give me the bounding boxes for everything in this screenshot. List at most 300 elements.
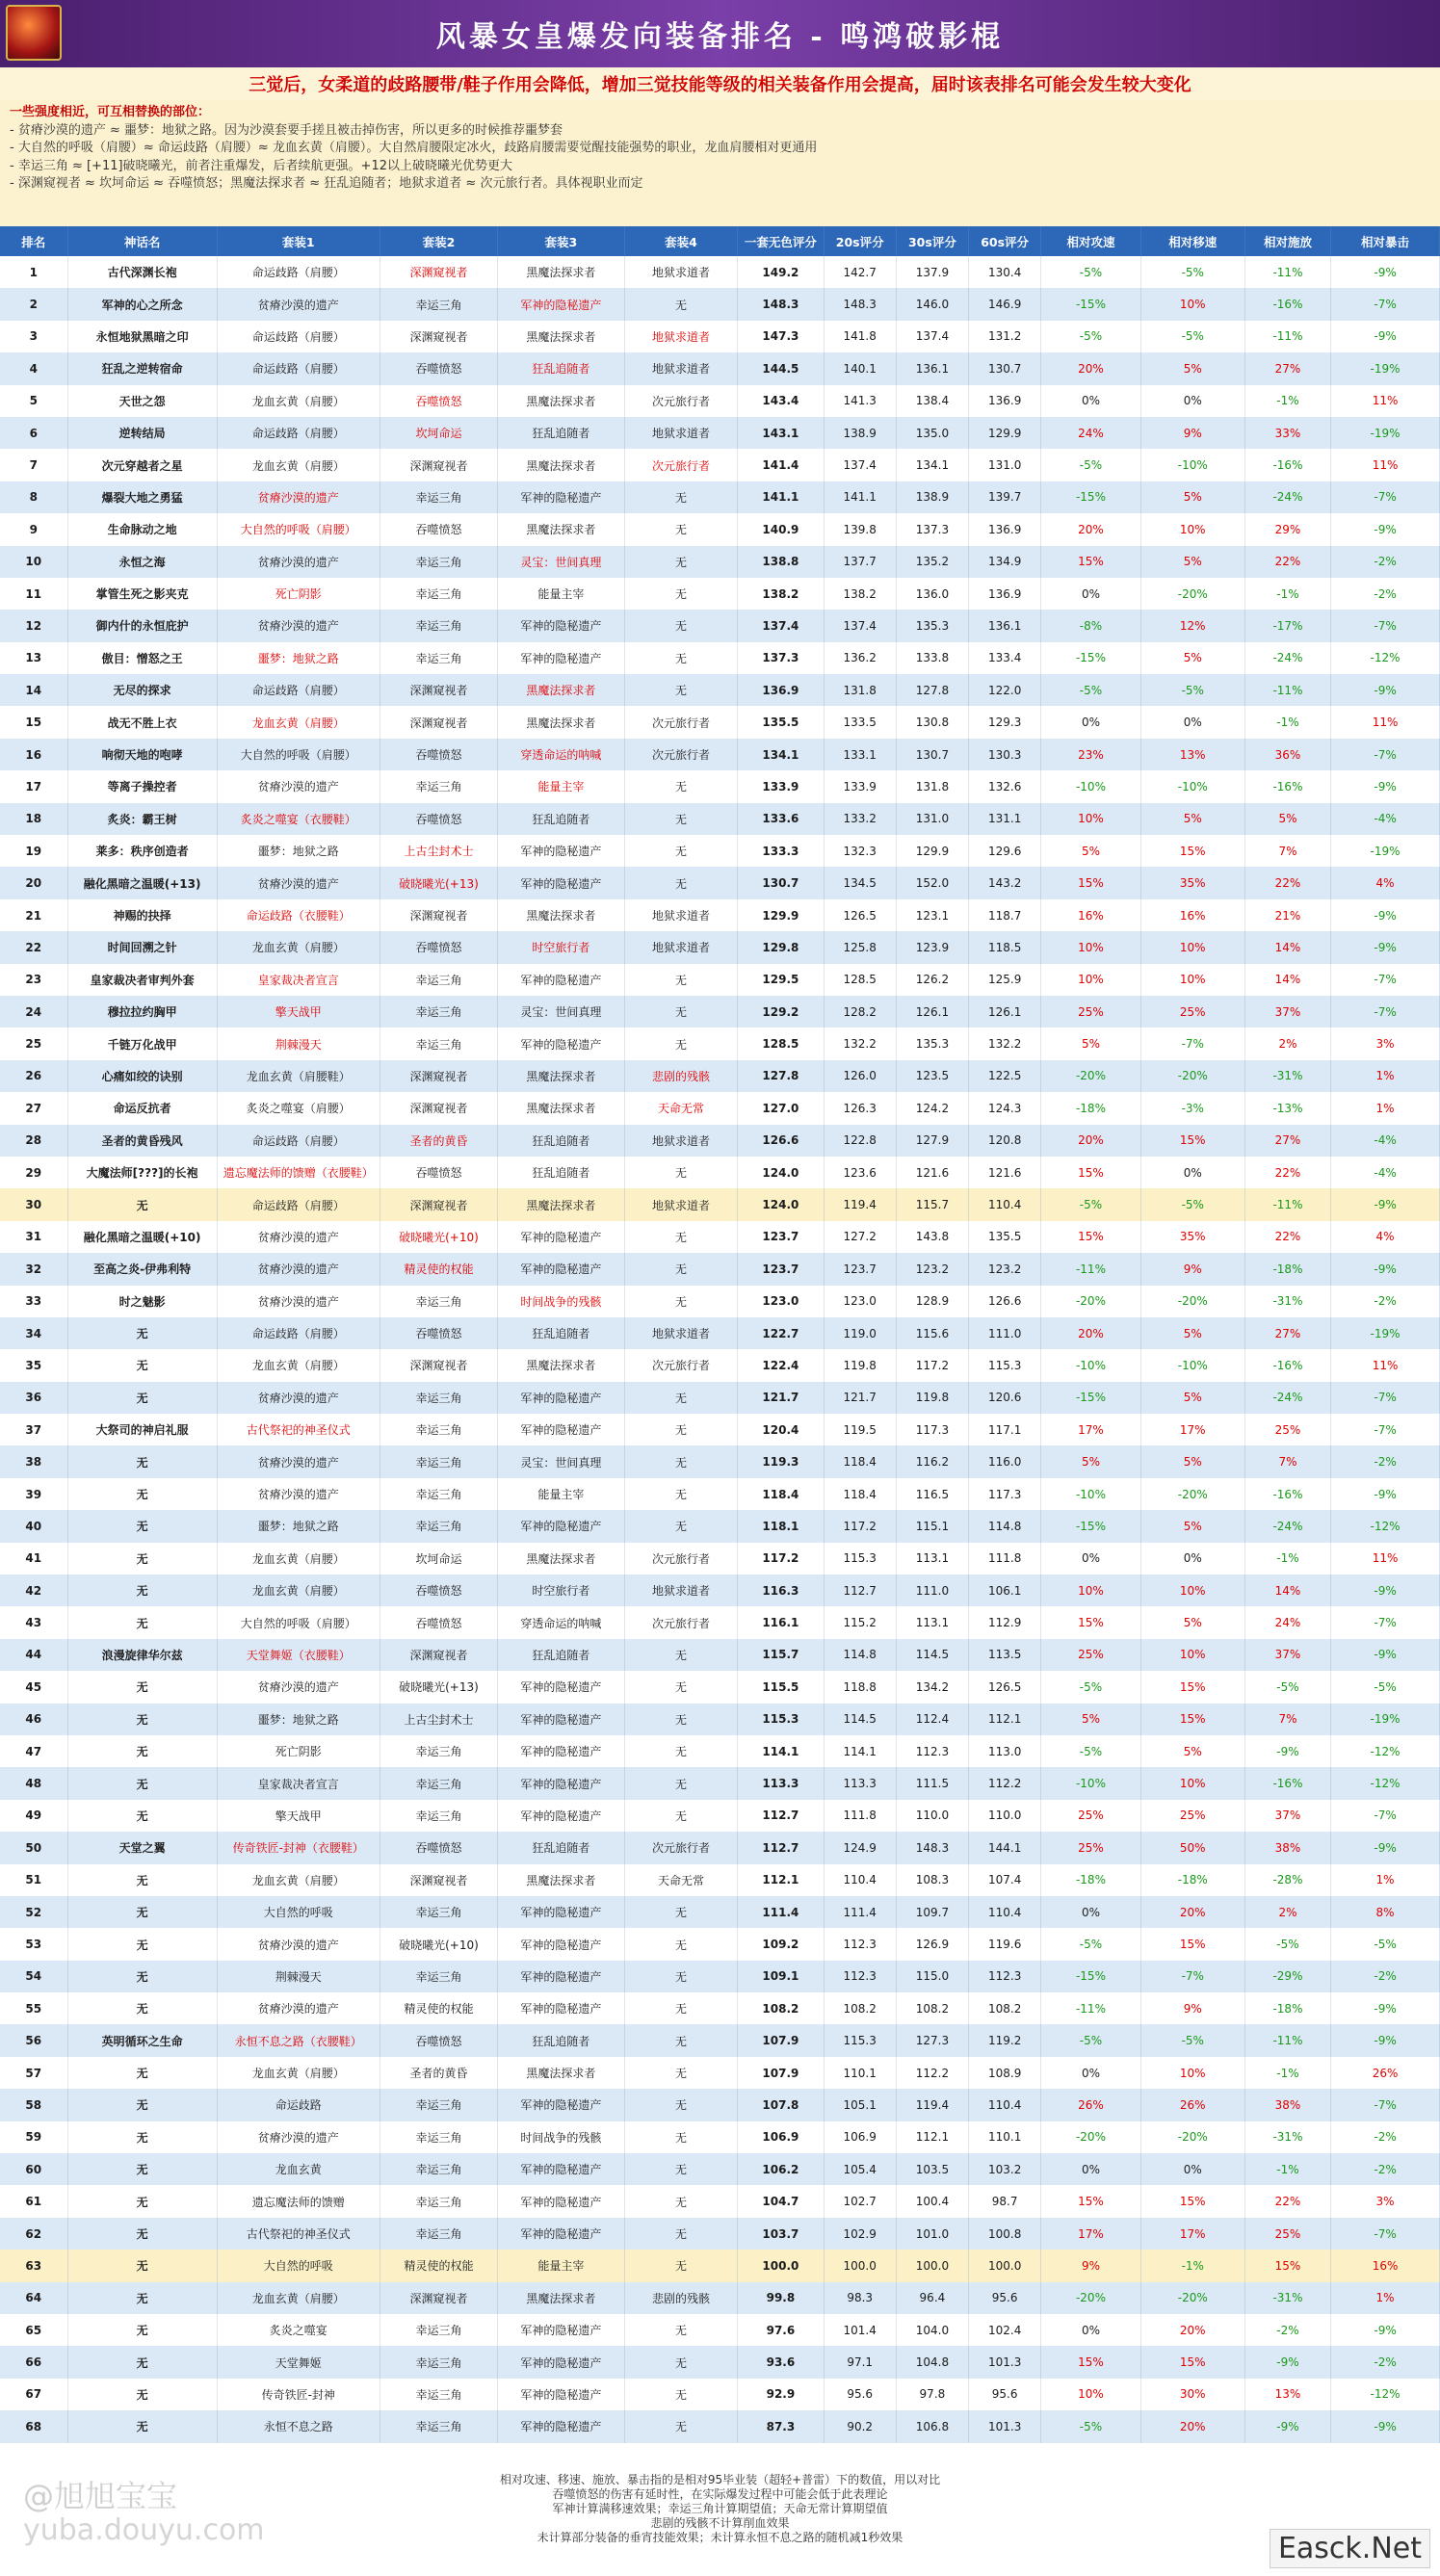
attack-speed-cell: 10%: [1041, 803, 1140, 835]
set1-cell: 大自然的呼吸: [218, 2250, 380, 2281]
move-speed-cell: 35%: [1141, 1221, 1245, 1253]
attack-speed-cell: 10%: [1041, 931, 1140, 963]
move-speed-cell: 0%: [1141, 1543, 1245, 1574]
set3-cell: 能量主宰: [498, 1478, 625, 1510]
rank-cell: 59: [0, 2121, 68, 2153]
table-row: [0, 2089, 1440, 2121]
score-20s-cell: 124.9: [825, 1832, 897, 1863]
set4-cell: 无: [625, 1896, 739, 1928]
set3-cell: 黑魔法探求者: [498, 2057, 625, 2089]
rank-cell: 56: [0, 2024, 68, 2056]
crit-cell: -12%: [1331, 642, 1440, 674]
table-row: [0, 867, 1440, 898]
total-score-cell: 104.7: [738, 2185, 824, 2217]
set1-cell: 贫瘠沙漠的遗产: [218, 1221, 380, 1253]
cast-speed-cell: -24%: [1245, 642, 1331, 674]
move-speed-cell: 5%: [1141, 546, 1245, 578]
set2-cell: 幸运三角: [380, 1896, 498, 1928]
crit-cell: -4%: [1331, 1125, 1440, 1157]
set3-cell: 军神的隐秘遗产: [498, 2218, 625, 2250]
set4-cell: 无: [625, 1478, 739, 1510]
set1-cell: 荆棘漫天: [218, 1961, 380, 1992]
table-row: [0, 1735, 1440, 1767]
table-row: [0, 1286, 1440, 1317]
set3-cell: 军神的隐秘遗产: [498, 835, 625, 867]
set1-cell: 传奇铁匠-封神: [218, 2379, 380, 2410]
total-score-cell: 129.9: [738, 899, 824, 931]
cast-speed-cell: 14%: [1245, 1574, 1331, 1606]
score-20s-cell: 141.8: [825, 321, 897, 352]
crit-cell: -2%: [1331, 1445, 1440, 1477]
move-speed-cell: 50%: [1141, 1832, 1245, 1863]
table-row: [0, 996, 1440, 1028]
score-60s-cell: 134.9: [969, 546, 1041, 578]
crit-cell: -9%: [1331, 899, 1440, 931]
crit-cell: -2%: [1331, 2153, 1440, 2185]
rank-cell: 14: [0, 674, 68, 706]
attack-speed-cell: 0%: [1041, 706, 1140, 738]
crit-cell: -2%: [1331, 2346, 1440, 2378]
rank-cell: 49: [0, 1800, 68, 1832]
set1-cell: 噩梦：地狱之路: [218, 1510, 380, 1542]
cast-speed-cell: -16%: [1245, 288, 1331, 320]
move-speed-cell: -20%: [1141, 578, 1245, 610]
set2-cell: 幸运三角: [380, 2218, 498, 2250]
set3-cell: 黑魔法探求者: [498, 1092, 625, 1124]
set3-cell: 时空旅行者: [498, 1574, 625, 1606]
set1-cell: 命运歧路（肩腰）: [218, 417, 380, 449]
move-speed-cell: 5%: [1141, 481, 1245, 513]
score-60s-cell: 112.9: [969, 1606, 1041, 1638]
set2-cell: 上古尘封术士: [380, 835, 498, 867]
cast-speed-cell: 25%: [1245, 2218, 1331, 2250]
score-30s-cell: 119.8: [897, 1382, 969, 1414]
table-row: [0, 288, 1440, 320]
set2-cell: 吞噬愤怒: [380, 1832, 498, 1863]
attack-speed-cell: 5%: [1041, 1704, 1140, 1735]
move-speed-cell: 16%: [1141, 899, 1245, 931]
table-row: [0, 1671, 1440, 1703]
footer-line: 悲剧的残骸不计算削血效果: [650, 2516, 790, 2530]
move-speed-cell: -5%: [1141, 321, 1245, 352]
set4-cell: 无: [625, 1157, 739, 1188]
attack-speed-cell: -20%: [1041, 1286, 1140, 1317]
cast-speed-cell: -11%: [1245, 321, 1331, 352]
set1-cell: 龙血玄黄（肩腰）: [218, 449, 380, 481]
set3-cell: 军神的隐秘遗产: [498, 2089, 625, 2121]
mythic-cell: 无: [68, 2282, 218, 2314]
set1-cell: 噩梦：地狱之路: [218, 642, 380, 674]
crit-cell: -7%: [1331, 996, 1440, 1028]
score-60s-cell: 101.3: [969, 2346, 1041, 2378]
score-30s-cell: 100.4: [897, 2185, 969, 2217]
set1-cell: 死亡阴影: [218, 578, 380, 610]
cast-speed-cell: 2%: [1245, 1896, 1331, 1928]
score-20s-cell: 98.3: [825, 2282, 897, 2314]
set4-cell: 无: [625, 1382, 739, 1414]
total-score-cell: 108.2: [738, 1992, 824, 2024]
move-speed-cell: -20%: [1141, 1286, 1245, 1317]
attack-speed-cell: 15%: [1041, 1221, 1140, 1253]
table-row: [0, 1896, 1440, 1928]
attack-speed-cell: 15%: [1041, 867, 1140, 898]
set4-cell: 无: [625, 642, 739, 674]
mythic-cell: 无: [68, 2250, 218, 2281]
score-30s-cell: 135.0: [897, 417, 969, 449]
set3-cell: 能量主宰: [498, 2250, 625, 2281]
table-row: [0, 1832, 1440, 1863]
set3-cell: 军神的隐秘遗产: [498, 1961, 625, 1992]
mythic-cell: 无: [68, 1896, 218, 1928]
score-20s-cell: 121.7: [825, 1382, 897, 1414]
set1-cell: 贫瘠沙漠的遗产: [218, 481, 380, 513]
col-header: 相对暴击: [1331, 226, 1440, 256]
total-score-cell: 130.7: [738, 867, 824, 898]
rank-cell: 32: [0, 1253, 68, 1285]
cast-speed-cell: -24%: [1245, 1510, 1331, 1542]
cast-speed-cell: 24%: [1245, 1606, 1331, 1638]
rank-cell: 63: [0, 2250, 68, 2281]
cast-speed-cell: -16%: [1245, 1767, 1331, 1799]
set2-cell: 幸运三角: [380, 964, 498, 996]
move-speed-cell: 0%: [1141, 385, 1245, 417]
set3-cell: 黑魔法探求者: [498, 256, 625, 288]
total-score-cell: 144.5: [738, 352, 824, 384]
rank-cell: 9: [0, 513, 68, 545]
attack-speed-cell: 20%: [1041, 352, 1140, 384]
set4-cell: 无: [625, 1639, 739, 1671]
total-score-cell: 148.3: [738, 288, 824, 320]
set3-cell: 军神的隐秘遗产: [498, 1671, 625, 1703]
set3-cell: 狂乱追随者: [498, 1125, 625, 1157]
score-20s-cell: 108.2: [825, 1992, 897, 2024]
attack-speed-cell: -5%: [1041, 2410, 1140, 2442]
total-score-cell: 107.9: [738, 2024, 824, 2056]
total-score-cell: 129.5: [738, 964, 824, 996]
table-row: [0, 931, 1440, 963]
score-60s-cell: 132.6: [969, 770, 1041, 802]
table-row: [0, 1060, 1440, 1092]
footer-line: 吞噬愤怒的伤害有延时性，在实际爆发过程中可能会低于此表理论: [552, 2487, 888, 2501]
score-30s-cell: 138.4: [897, 385, 969, 417]
cast-speed-cell: -24%: [1245, 1382, 1331, 1414]
col-header: 套装1: [218, 226, 380, 256]
table-row: [0, 1125, 1440, 1157]
total-score-cell: 136.9: [738, 674, 824, 706]
score-30s-cell: 143.8: [897, 1221, 969, 1253]
set1-cell: 贫瘠沙漠的遗产: [218, 770, 380, 802]
crit-cell: -2%: [1331, 578, 1440, 610]
set2-cell: 幸运三角: [380, 1767, 498, 1799]
rank-cell: 35: [0, 1349, 68, 1381]
mythic-cell: 无: [68, 2346, 218, 2378]
total-score-cell: 141.1: [738, 481, 824, 513]
set2-cell: 吞噬愤怒: [380, 2024, 498, 2056]
score-20s-cell: 119.4: [825, 1188, 897, 1220]
rank-cell: 24: [0, 996, 68, 1028]
cast-speed-cell: 27%: [1245, 1125, 1331, 1157]
score-20s-cell: 138.2: [825, 578, 897, 610]
cast-speed-cell: -31%: [1245, 1286, 1331, 1317]
move-speed-cell: -10%: [1141, 1349, 1245, 1381]
crit-cell: -4%: [1331, 803, 1440, 835]
set4-cell: 无: [625, 2089, 739, 2121]
score-30s-cell: 135.3: [897, 610, 969, 641]
score-30s-cell: 109.7: [897, 1896, 969, 1928]
crit-cell: -2%: [1331, 2121, 1440, 2153]
set3-cell: 军神的隐秘遗产: [498, 1735, 625, 1767]
mythic-cell: 爆裂大地之勇猛: [68, 481, 218, 513]
table-row: [0, 2379, 1440, 2410]
mythic-cell: 无: [68, 1543, 218, 1574]
score-30s-cell: 126.1: [897, 996, 969, 1028]
table-row: [0, 835, 1440, 867]
score-60s-cell: 115.3: [969, 1349, 1041, 1381]
move-speed-cell: -20%: [1141, 2121, 1245, 2153]
crit-cell: -19%: [1331, 835, 1440, 867]
set4-cell: 地狱求道者: [625, 899, 739, 931]
note-line: - 幸运三角 ≈ [+11]破晓曦光，前者注重爆发，后者续航更强。+12以上破晓曦光优势更大: [10, 158, 512, 173]
score-30s-cell: 131.8: [897, 770, 969, 802]
score-60s-cell: 123.2: [969, 1253, 1041, 1285]
set2-cell: 深渊窥视者: [380, 706, 498, 738]
table-row: [0, 1574, 1440, 1606]
rank-cell: 40: [0, 1510, 68, 1542]
set1-cell: 贫瘠沙漠的遗产: [218, 546, 380, 578]
move-speed-cell: 15%: [1141, 835, 1245, 867]
score-20s-cell: 133.2: [825, 803, 897, 835]
cast-speed-cell: -16%: [1245, 770, 1331, 802]
rank-cell: 10: [0, 546, 68, 578]
set1-cell: 命运歧路（肩腰）: [218, 1125, 380, 1157]
crit-cell: -2%: [1331, 1286, 1440, 1317]
set3-cell: 黑魔法探求者: [498, 513, 625, 545]
set3-cell: 黑魔法探求者: [498, 674, 625, 706]
set2-cell: 幸运三角: [380, 2346, 498, 2378]
attack-speed-cell: 15%: [1041, 2346, 1140, 2378]
col-header: 相对移速: [1141, 226, 1245, 256]
score-30s-cell: 130.8: [897, 706, 969, 738]
score-60s-cell: 131.1: [969, 803, 1041, 835]
rank-cell: 28: [0, 1125, 68, 1157]
cast-speed-cell: -5%: [1245, 1671, 1331, 1703]
mythic-cell: 无: [68, 1767, 218, 1799]
score-20s-cell: 114.5: [825, 1704, 897, 1735]
col-header: 套装3: [498, 226, 625, 256]
crit-cell: 11%: [1331, 706, 1440, 738]
set4-cell: 无: [625, 1800, 739, 1832]
crit-cell: -19%: [1331, 352, 1440, 384]
move-speed-cell: 5%: [1141, 352, 1245, 384]
score-60s-cell: 120.8: [969, 1125, 1041, 1157]
total-score-cell: 120.4: [738, 1414, 824, 1445]
total-score-cell: 111.4: [738, 1896, 824, 1928]
table-row: [0, 1800, 1440, 1832]
set2-cell: 幸运三角: [380, 770, 498, 802]
score-60s-cell: 130.4: [969, 256, 1041, 288]
set1-cell: 炙炎之噬宴（衣腰鞋）: [218, 803, 380, 835]
crit-cell: -7%: [1331, 481, 1440, 513]
score-20s-cell: 114.8: [825, 1639, 897, 1671]
table-row: [0, 803, 1440, 835]
set1-cell: 古代祭祀的神圣仪式: [218, 2218, 380, 2250]
move-speed-cell: -20%: [1141, 2282, 1245, 2314]
score-60s-cell: 100.8: [969, 2218, 1041, 2250]
score-30s-cell: 114.5: [897, 1639, 969, 1671]
attack-speed-cell: -5%: [1041, 1671, 1140, 1703]
total-score-cell: 117.2: [738, 1543, 824, 1574]
attack-speed-cell: -20%: [1041, 2282, 1140, 2314]
table-row: [0, 1382, 1440, 1414]
set4-cell: 无: [625, 1767, 739, 1799]
rank-cell: 38: [0, 1445, 68, 1477]
table-row: [0, 674, 1440, 706]
attack-speed-cell: -5%: [1041, 449, 1140, 481]
set2-cell: 坎坷命运: [380, 417, 498, 449]
set4-cell: 悲剧的残骸: [625, 1060, 739, 1092]
table-row: [0, 610, 1440, 641]
attack-speed-cell: -15%: [1041, 288, 1140, 320]
score-30s-cell: 135.3: [897, 1028, 969, 1059]
move-speed-cell: 17%: [1141, 1414, 1245, 1445]
score-30s-cell: 113.1: [897, 1543, 969, 1574]
cast-speed-cell: 22%: [1245, 2185, 1331, 2217]
score-30s-cell: 103.5: [897, 2153, 969, 2185]
attack-speed-cell: -20%: [1041, 2121, 1140, 2153]
cast-speed-cell: 36%: [1245, 739, 1331, 770]
mythic-cell: 无: [68, 1510, 218, 1542]
table-row: [0, 739, 1440, 770]
set4-cell: 无: [625, 2218, 739, 2250]
mythic-cell: 无: [68, 1317, 218, 1349]
set2-cell: 深渊窥视者: [380, 449, 498, 481]
set2-cell: 幸运三角: [380, 288, 498, 320]
score-60s-cell: 126.1: [969, 996, 1041, 1028]
mythic-cell: 天世之怨: [68, 385, 218, 417]
set3-cell: 黑魔法探求者: [498, 1543, 625, 1574]
score-60s-cell: 113.0: [969, 1735, 1041, 1767]
col-header: 30s评分: [897, 226, 969, 256]
score-20s-cell: 122.8: [825, 1125, 897, 1157]
rank-cell: 33: [0, 1286, 68, 1317]
set1-cell: 贫瘠沙漠的遗产: [218, 1928, 380, 1960]
set4-cell: 无: [625, 578, 739, 610]
cast-speed-cell: -9%: [1245, 1735, 1331, 1767]
set3-cell: 军神的隐秘遗产: [498, 2185, 625, 2217]
crit-cell: -19%: [1331, 1704, 1440, 1735]
set4-cell: 次元旅行者: [625, 1543, 739, 1574]
score-20s-cell: 125.8: [825, 931, 897, 963]
set1-cell: 传奇铁匠-封神（衣腰鞋）: [218, 1832, 380, 1863]
set4-cell: 次元旅行者: [625, 449, 739, 481]
set1-cell: 大自然的呼吸（肩腰）: [218, 513, 380, 545]
attack-speed-cell: 17%: [1041, 2218, 1140, 2250]
score-20s-cell: 119.8: [825, 1349, 897, 1381]
set1-cell: 龙血玄黄（肩腰）: [218, 1574, 380, 1606]
score-20s-cell: 137.4: [825, 610, 897, 641]
total-score-cell: 112.7: [738, 1800, 824, 1832]
mythic-cell: 浪漫旋律华尔兹: [68, 1639, 218, 1671]
set2-cell: 破晓曦光(+10): [380, 1928, 498, 1960]
attack-speed-cell: 20%: [1041, 1317, 1140, 1349]
set2-cell: 幸运三角: [380, 2153, 498, 2185]
score-60s-cell: 122.5: [969, 1060, 1041, 1092]
score-60s-cell: 135.5: [969, 1221, 1041, 1253]
score-20s-cell: 148.3: [825, 288, 897, 320]
move-speed-cell: 10%: [1141, 288, 1245, 320]
set2-cell: 幸运三角: [380, 2185, 498, 2217]
set4-cell: 天命无常: [625, 1864, 739, 1896]
score-30s-cell: 129.9: [897, 835, 969, 867]
score-60s-cell: 98.7: [969, 2185, 1041, 2217]
total-score-cell: 147.3: [738, 321, 824, 352]
rank-cell: 29: [0, 1157, 68, 1188]
attack-speed-cell: 5%: [1041, 835, 1140, 867]
set3-cell: 军神的隐秘遗产: [498, 1896, 625, 1928]
attack-speed-cell: -10%: [1041, 1349, 1140, 1381]
rank-cell: 6: [0, 417, 68, 449]
set4-cell: 次元旅行者: [625, 1349, 739, 1381]
set2-cell: 幸运三角: [380, 2089, 498, 2121]
crit-cell: -2%: [1331, 546, 1440, 578]
set1-cell: 天堂舞姬: [218, 2346, 380, 2378]
crit-cell: -7%: [1331, 1606, 1440, 1638]
set2-cell: 幸运三角: [380, 642, 498, 674]
total-score-cell: 124.0: [738, 1157, 824, 1188]
score-60s-cell: 112.3: [969, 1961, 1041, 1992]
crit-cell: 8%: [1331, 1896, 1440, 1928]
set3-cell: 穿透命运的呐喊: [498, 739, 625, 770]
table-row: [0, 2346, 1440, 2378]
footer-line: 未计算部分装备的垂宵技能效果；未计算永恒不息之路的随机减1秒效果: [537, 2531, 903, 2544]
crit-cell: 1%: [1331, 1092, 1440, 1124]
crit-cell: 4%: [1331, 1221, 1440, 1253]
table-row: [0, 2057, 1440, 2089]
cast-speed-cell: -16%: [1245, 1478, 1331, 1510]
mythic-cell: 无: [68, 1382, 218, 1414]
mythic-cell: 无: [68, 2121, 218, 2153]
move-speed-cell: 17%: [1141, 2218, 1245, 2250]
note-line: - 贫瘠沙漠的遗产 ≈ 噩梦：地狱之路。因为沙漠套要手搓且被击掉伤害，所以更多的时候推荐噩梦套: [10, 122, 563, 138]
total-score-cell: 134.1: [738, 739, 824, 770]
author-watermark: @旭旭宝宝: [23, 2478, 178, 2514]
score-30s-cell: 116.2: [897, 1445, 969, 1477]
set3-cell: 黑魔法探求者: [498, 2282, 625, 2314]
move-speed-cell: -7%: [1141, 1028, 1245, 1059]
rank-cell: 18: [0, 803, 68, 835]
attack-speed-cell: 20%: [1041, 1125, 1140, 1157]
cast-speed-cell: 33%: [1245, 417, 1331, 449]
set2-cell: 幸运三角: [380, 2121, 498, 2153]
set3-cell: 能量主宰: [498, 770, 625, 802]
score-20s-cell: 127.2: [825, 1221, 897, 1253]
col-header: 套装2: [380, 226, 498, 256]
move-speed-cell: -5%: [1141, 1188, 1245, 1220]
score-20s-cell: 100.0: [825, 2250, 897, 2281]
score-20s-cell: 123.0: [825, 1286, 897, 1317]
set1-cell: 命运歧路（肩腰）: [218, 321, 380, 352]
set3-cell: 狂乱追随者: [498, 803, 625, 835]
table-row: [0, 2282, 1440, 2314]
crit-cell: -7%: [1331, 1382, 1440, 1414]
mythic-cell: 命运反抗者: [68, 1092, 218, 1124]
move-speed-cell: -18%: [1141, 1864, 1245, 1896]
table-header: [0, 226, 1440, 256]
set2-cell: 幸运三角: [380, 1478, 498, 1510]
set4-cell: 无: [625, 996, 739, 1028]
mythic-cell: 无: [68, 1349, 218, 1381]
set1-cell: 死亡阴影: [218, 1735, 380, 1767]
